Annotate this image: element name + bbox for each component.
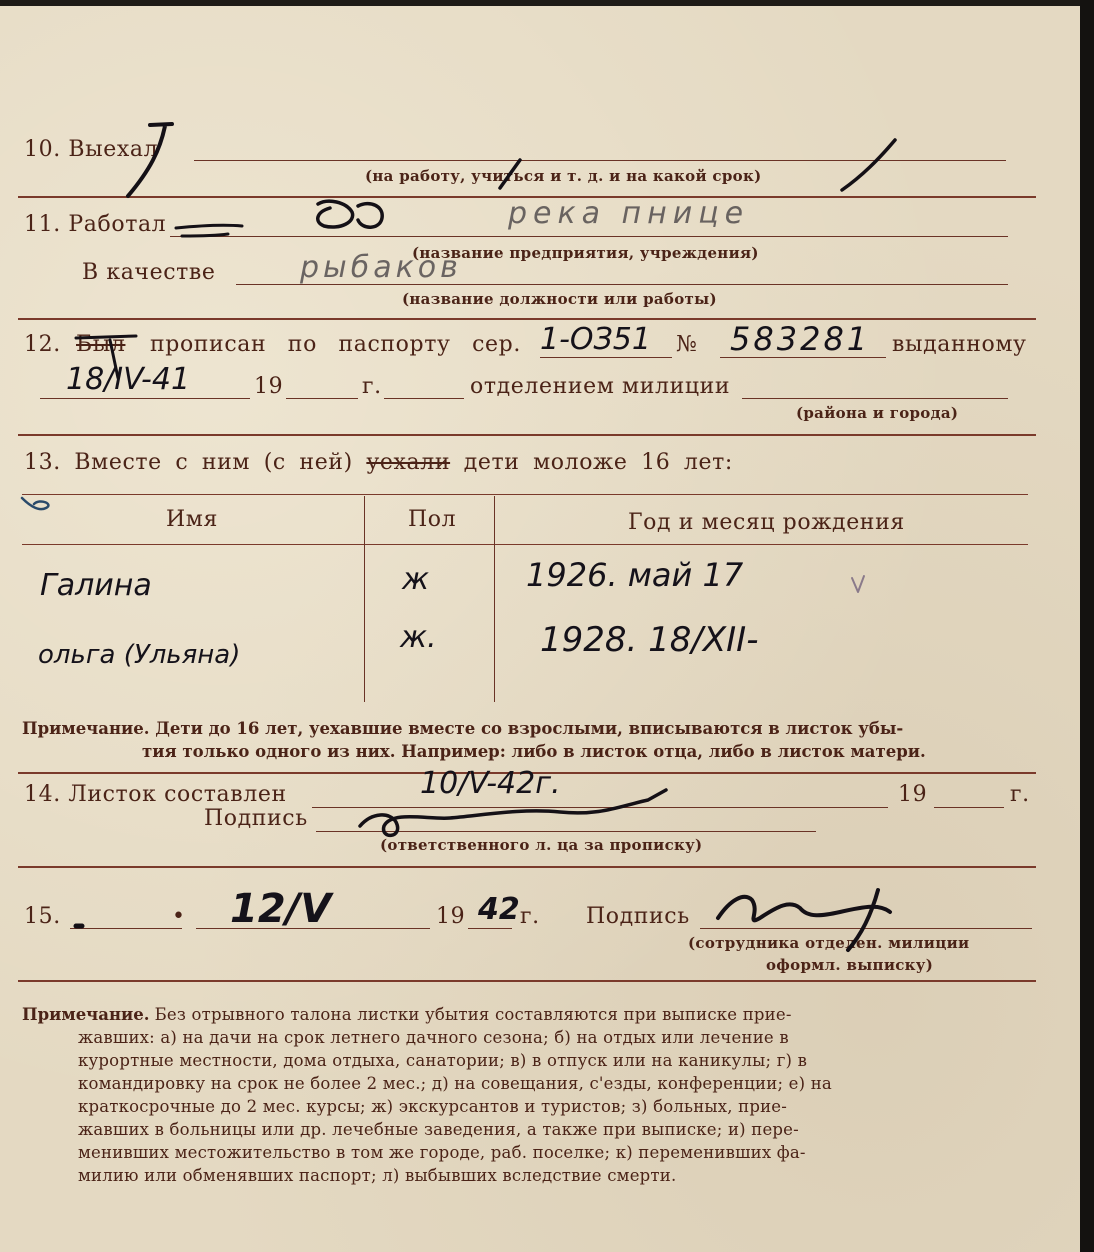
children-header-sex: Пол [408, 507, 457, 532]
item11-caption-position: (название должности или работы) [402, 290, 717, 308]
note2-line-1: жавших: а) на дачи на срок летнего дачного сезона; б) на отдых или лечение в [78, 1028, 789, 1047]
item14-signature-label: Подпись [204, 806, 308, 831]
note1-bold: Примечание. [22, 719, 150, 738]
note2 [22, 1004, 792, 1027]
item11-caption-org: (название предприятия, учреждения) [412, 244, 759, 262]
item11-position-label: В качестве [82, 260, 216, 285]
item10-line [194, 160, 1006, 161]
item15-label: 15. [24, 904, 61, 929]
children-table-col-divider-1 [364, 496, 365, 702]
children-header-name: Имя [166, 507, 218, 532]
item15-day-line [70, 928, 182, 929]
item14-year-prefix: 19 [898, 782, 928, 807]
hw-blurred-org: река пнице [508, 196, 750, 231]
note1-text1: Дети до 16 лет, уехавшие вместе со взрослыми, вписываются в листок убы- [155, 719, 904, 738]
item15-dot: • [172, 904, 186, 929]
item15-g: г. [520, 904, 540, 929]
note1 [22, 718, 903, 740]
item15-signature-line [700, 928, 1032, 929]
item12-number: 12. [24, 332, 61, 357]
item12-caption: (района и города) [796, 404, 959, 422]
item12-passport-label: прописан по паспорту сер. [150, 332, 521, 357]
item12-crossed-word: Был [76, 332, 126, 357]
item14-label: 14. Листок составлен [24, 782, 287, 807]
item15-year-prefix: 19 [436, 904, 466, 929]
item13-label [24, 450, 733, 475]
hw-issue-date: 18/IV-41 [66, 362, 191, 397]
note2-line-6: менивших местожительство в том же городе, раб. поселке; к) переменивших фа- [78, 1143, 806, 1162]
hw-composed-date: 10/V-42г. [420, 766, 561, 801]
item15-year-line [468, 928, 512, 929]
hw-child2-sex: ж. [400, 620, 437, 655]
divider-12-13 [18, 434, 1036, 436]
item13-label-post: дети моложе 16 лет: [463, 450, 733, 475]
note2-line-0: Без отрывного талона листки убытия составляются при выписке прие- [154, 1005, 792, 1024]
item10-caption: (на работу, учиться и т. д. и на какой срок) [365, 167, 762, 185]
scan-edge-right [1080, 0, 1094, 1252]
item15-caption1: (сотрудника отделен. милиции [688, 934, 970, 952]
children-table-header-line [22, 544, 1028, 545]
item13-crossed-word: уехали [366, 450, 451, 475]
scan-edge-top [0, 0, 1094, 6]
divider-15-note2 [18, 980, 1036, 982]
hw-check-row1 [852, 576, 864, 592]
item12-police-label: отделением милиции [470, 374, 731, 399]
children-table-top [22, 494, 1028, 495]
hw-tick-table [22, 498, 48, 509]
note2-line-5: жавших в больницы или др. лечебные заведения, а также при выписке; и) пере- [78, 1120, 799, 1139]
hw-dash-item11 [176, 225, 242, 236]
hw-date15: 12/V [230, 886, 332, 932]
hw-child1-name: Галина [40, 568, 152, 603]
hw-child1-sex: ж [402, 562, 430, 597]
item12-blank-line [384, 398, 464, 399]
item10-label: 10. Выехал [24, 137, 159, 162]
item14-caption: (ответственного л. ца за прописку) [380, 836, 703, 854]
hw-child2-birth: 1928. 18/XII- [540, 620, 759, 660]
note2-line-2: курортные местности, дома отдыха, санатории; в) в отпуск или на каникулы; г) в [78, 1051, 808, 1070]
hw-child1-birth: 1926. май 17 [526, 556, 744, 594]
divider-11-12 [18, 318, 1036, 320]
hw-crossed-scribble-item11 [318, 201, 382, 227]
hw-year15: 42 [478, 892, 520, 927]
note2-line-7: милию или обменявших паспорт; л) выбывших вследствие смерти. [78, 1166, 677, 1185]
item14-signature-line [316, 831, 816, 832]
item11-label: 11. Работал [24, 212, 167, 237]
item11-line [170, 236, 1008, 237]
hw-blurred-position: рыбаков [300, 250, 462, 285]
children-table-col-divider-2 [494, 496, 495, 702]
item12-year-line [286, 398, 358, 399]
item14-date-line [312, 807, 888, 808]
item14-year-line [934, 807, 1004, 808]
item14-g: г. [1010, 782, 1030, 807]
children-header-birth: Год и месяц рождения [628, 510, 905, 535]
item13-label-pre: 13. Вместе с ним (с ней) [24, 450, 353, 475]
divider-14-15 [18, 866, 1036, 868]
item12-number-sign: № [676, 332, 698, 357]
hw-passport-number: 583281 [730, 320, 871, 358]
item12-police-line [742, 398, 1008, 399]
item12-issued-label: выданному [892, 332, 1027, 357]
item15-signature-label: Подпись [586, 904, 690, 929]
note1-line2: тия только одного из них. Например: либо в листок отца, либо в листок матери. [142, 742, 926, 761]
note2-line-4: краткосрочные до 2 мес. курсы; ж) экскурсантов и туристов; з) больных, прие- [78, 1097, 788, 1116]
item15-caption2: оформл. выписку) [766, 956, 934, 974]
hw-child2-name: ольга (Ульяна) [38, 640, 241, 670]
hw-passport-series: 1-ОЗ51 [540, 322, 651, 357]
item12-g: г. [362, 374, 382, 399]
note2-bold: Примечание. [22, 1005, 150, 1024]
item12-year-prefix: 19 [254, 374, 284, 399]
note2-line-3: командировку на срок не более 2 мес.; д) на совещания, с'езды, конференции; е) на [78, 1074, 832, 1093]
item12-series-line [540, 357, 672, 358]
item12-date-line [40, 398, 250, 399]
